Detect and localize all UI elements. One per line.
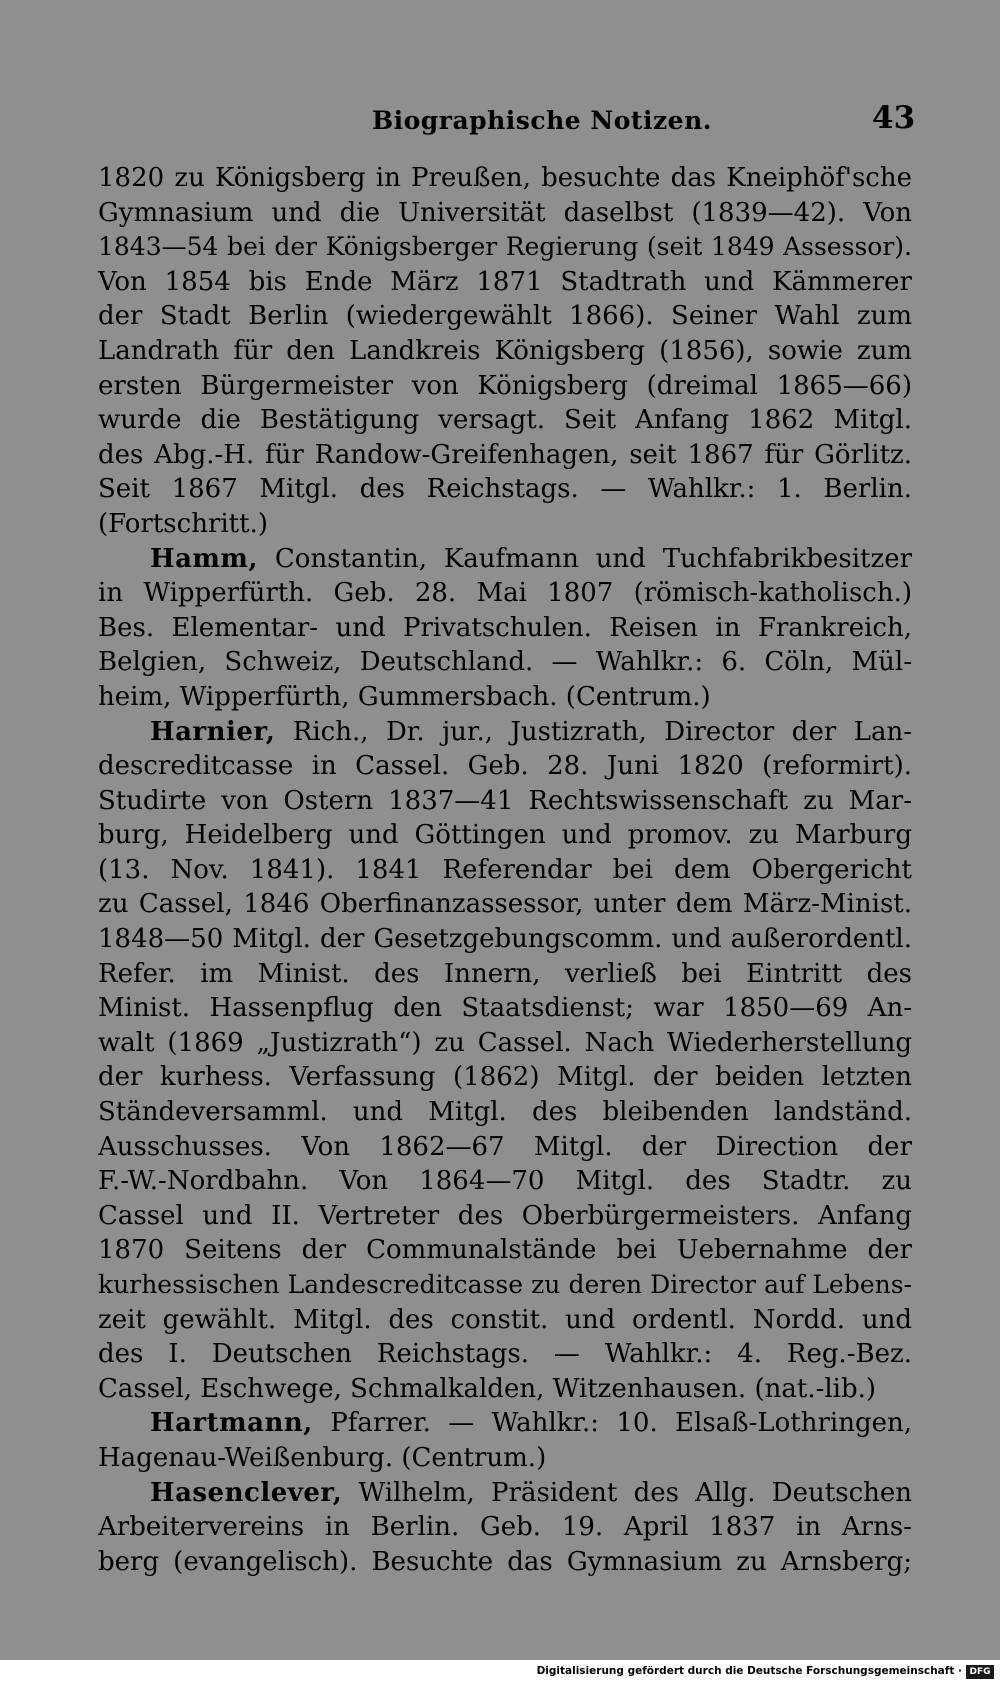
text-line: kurhessischen Landescreditcasse zu deren Director auf Lebens- (98, 1270, 912, 1299)
entry-hasenclever (98, 1476, 912, 1580)
text-line: Arbeitervereins in Berlin. Geb. 19. April 1837 in Arns- (98, 1512, 912, 1543)
text-line: in Wipperfürth. Geb. 28. Mai 1807 (römisch-katholisch.) (98, 578, 912, 609)
text-line: der Stadt Berlin (wiedergewählt 1866). Seiner Wahl zum (98, 301, 912, 332)
text-line: Hagenau-Weißenburg. (Centrum.) (98, 1442, 547, 1473)
entry-first-line (98, 1476, 912, 1511)
text-line: (13. Nov. 1841). 1841 Referendar bei dem Obergericht (98, 854, 912, 885)
footer-bar (0, 1660, 1000, 1686)
entry-first-line (98, 715, 912, 750)
text-line: Bes. Elementar- und Privatschulen. Reisen in Frankreich, (98, 612, 912, 643)
body-text (98, 161, 912, 1579)
text-line: des Abg.-H. für Randow-Greifenhagen, seit 1867 für Görlitz. (98, 439, 912, 470)
text-line: Cassel und II. Vertreter des Oberbürgermeisters. Anfang (98, 1200, 912, 1231)
text-line: Studirte von Ostern 1837—41 Rechtswissenschaft zu Mar- (98, 785, 912, 816)
text-line: berg (evangelisch). Besuchte das Gymnasium zu Arnsberg; (98, 1546, 912, 1577)
entry-first-text: Rich., Dr. jur., Justizrath, Director der Lan- (292, 716, 912, 747)
page-number: 43 (872, 100, 916, 136)
text-line: Von 1854 bis Ende März 1871 Stadtrath und Kämmerer (98, 266, 912, 297)
entry-first-line (98, 1406, 912, 1441)
text-line: Cassel, Eschwege, Schmalkalden, Witzenhausen. (nat.-lib.) (98, 1373, 877, 1404)
text-line: Ausschusses. Von 1862—67 Mitgl. der Direction der (98, 1131, 912, 1162)
entry-first-text: Wilhelm, Präsident des Allg. Deutschen (358, 1477, 912, 1508)
text-line: ersten Bürgermeister von Königsberg (dreimal 1865—66) (98, 370, 912, 401)
dfg-logo-icon: DFG (966, 1665, 994, 1679)
entry-name: Hasenclever, (150, 1477, 343, 1508)
text-line: 1870 Seitens der Communalstände bei Uebernahme der (98, 1235, 912, 1266)
text-line: der kurhess. Verfassung (1862) Mitgl. der beiden letzten (98, 1062, 912, 1093)
entry-harnier (98, 715, 912, 1407)
text-line: heim, Wipperfürth, Gummersbach. (Centrum.) (98, 681, 711, 712)
text-line: F.-W.-Nordbahn. Von 1864—70 Mitgl. des Stadtr. zu (98, 1166, 912, 1197)
text-line: Gymnasium und die Universität daselbst (1839—42). Von (98, 197, 912, 228)
digitization-credit: Digitalisierung gefördert durch die Deutsche Forschungsgemeinschaft · (536, 1665, 962, 1677)
text-line: 1848—50 Mitgl. der Gesetzgebungscomm. und außerordentl. (98, 924, 912, 955)
text-line: walt (1869 „Justizrath“) zu Cassel. Nach Wiederherstellung (98, 1027, 912, 1058)
text-line: Seit 1867 Mitgl. des Reichstags. — Wahlkr.: 1. Berlin. (98, 474, 912, 505)
text-line: wurde die Bestätigung versagt. Seit Anfang 1862 Mitgl. (98, 405, 912, 436)
entry-hamm (98, 542, 912, 715)
text-line: 1843—54 bei der Königsberger Regierung (seit 1849 Assessor). (98, 232, 912, 262)
text-line: Ständeversamml. und Mitgl. des bleibenden landständ. (98, 1097, 912, 1128)
text-line: Refer. im Minist. des Innern, verließ bei Eintritt des (98, 958, 912, 989)
text-line: zu Cassel, 1846 Oberfinanzassessor, unter dem März-Minist. (98, 889, 912, 920)
text-line: 1820 zu Königsberg in Preußen, besuchte das Kneiphöf'sche (98, 163, 912, 193)
text-line: des I. Deutschen Reichstags. — Wahlkr.: 4. Reg.-Bez. (98, 1339, 912, 1370)
running-title: Biographische Notizen. (372, 106, 712, 135)
running-head (0, 100, 1000, 140)
entry-first-text: Pfarrer. — Wahlkr.: 10. Elsaß-Lothringen, (330, 1408, 912, 1439)
text-line: Landrath für den Landkreis Königsberg (1856), sowie zum (98, 335, 912, 366)
entry-first-line (98, 542, 912, 577)
entry-first-text: Constantin, Kaufmann und Tuchfabrikbesitzer (274, 543, 912, 574)
entry-name: Harnier, (150, 716, 276, 747)
entry-name: Hamm, (150, 543, 258, 574)
text-line: Belgien, Schweiz, Deutschland. — Wahlkr.: 6. Cöln, Mül- (98, 647, 912, 678)
text-line: Minist. Hassenpflug den Staatsdienst; war 1850—69 An- (98, 993, 912, 1024)
entry-name: Hartmann, (150, 1408, 313, 1439)
text-line: zeit gewählt. Mitgl. des constit. und ordentl. Nordd. und (98, 1304, 912, 1335)
entry-hartmann (98, 1406, 912, 1475)
continued-entry (98, 161, 912, 542)
text-line: burg, Heidelberg und Göttingen und promov. zu Marburg (98, 820, 912, 851)
text-line: (Fortschritt.) (98, 508, 268, 539)
text-line: descreditcasse in Cassel. Geb. 28. Juni 1820 (reformirt). (98, 751, 912, 782)
